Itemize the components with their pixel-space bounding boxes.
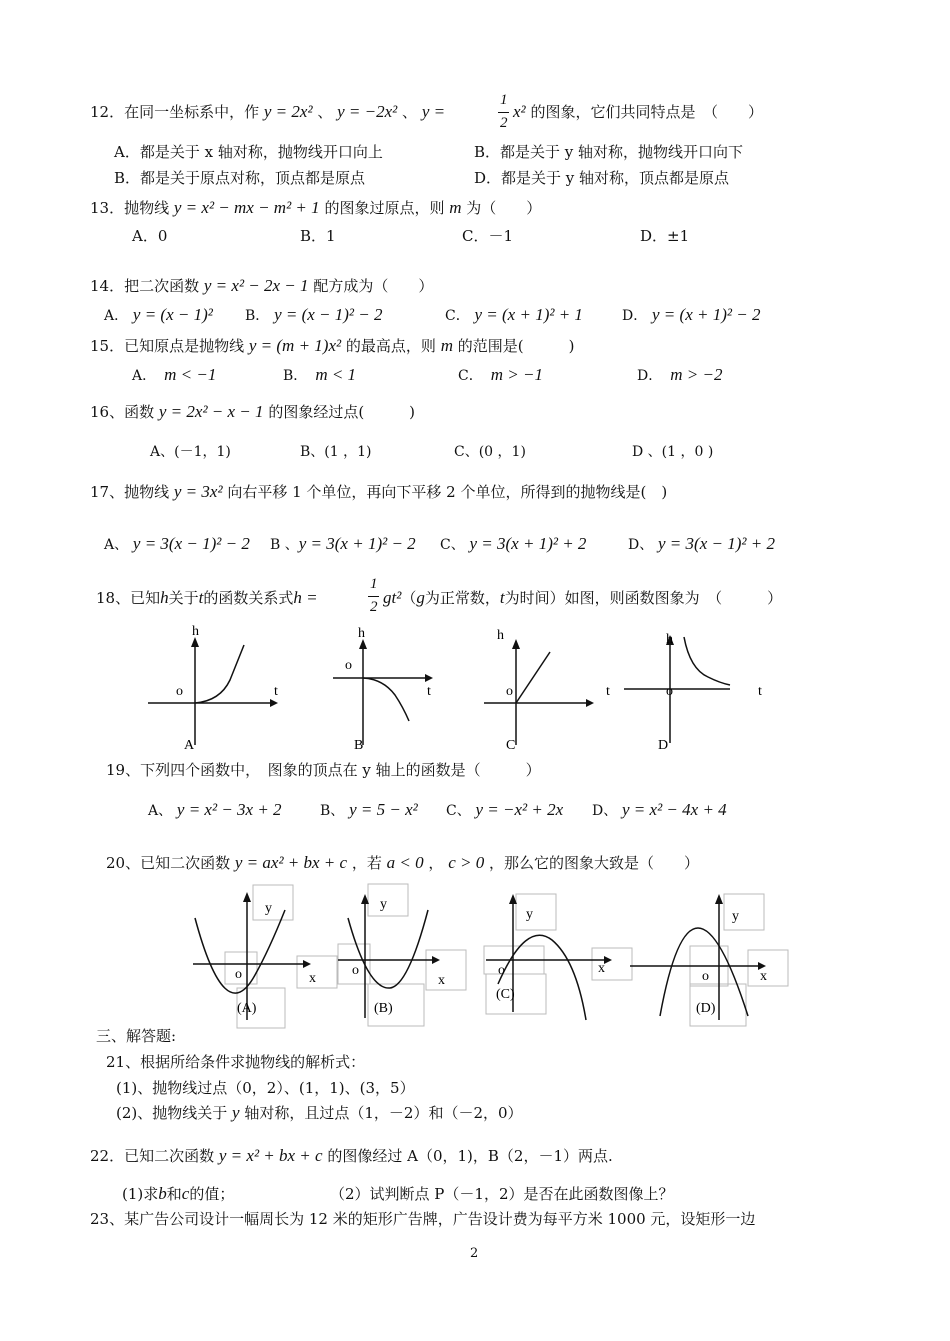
q19-opt-d: D、 y = x² − 4x + 4 <box>592 800 727 819</box>
q18c-o-label: o <box>506 684 513 699</box>
q18d-h-label: h <box>666 632 673 647</box>
q15-opt-a: A． m < −1 <box>132 365 217 384</box>
q18-stem: 18、已知h关于t的函数关系式h = <box>96 588 318 607</box>
q15-opt-b: B． m < 1 <box>283 365 357 384</box>
q18b-t-label: t <box>427 684 431 699</box>
q20a-option-label: (A) <box>237 1001 257 1016</box>
q18d-t-label: t <box>758 684 762 699</box>
q17-stem: 17、抛物线 y = 3x² 向右平移 1 个单位，再向下平移 2 个单位，所得到的抛物线是( ) <box>90 482 668 501</box>
q17-opt-c: C、 y = 3(x + 1)² + 2 <box>440 534 587 553</box>
q15-opt-d: D． m > −2 <box>637 365 723 384</box>
q18b-o-label: o <box>345 658 352 673</box>
q13-opt-b: B．1 <box>300 227 336 245</box>
q17-opt-d: D、 y = 3(x − 1)² + 2 <box>628 534 775 553</box>
q22-stem: 22．已知二次函数 y = x² + bx + c 的图像经过 A（0，1)，B（2，－1）两点. <box>90 1146 613 1165</box>
q13-opt-d: D．±1 <box>640 227 690 245</box>
q20c-x-label: x <box>598 961 605 976</box>
q20c-y-label: y <box>526 907 533 922</box>
q12-opt-d: D．都是关于 y 轴对称，顶点都是原点 <box>474 169 730 187</box>
q18-frac-den: 2 <box>370 599 378 615</box>
q20-graph-c <box>480 880 640 1030</box>
q12-f2: y = −2x² <box>337 102 398 121</box>
q12-opt-a: A．都是关于 x 轴对称，抛物线开口向上 <box>114 143 383 161</box>
q13-opt-c: C．－1 <box>462 227 514 245</box>
q20b-x-label: x <box>438 973 445 988</box>
q13-opt-a: A．0 <box>132 227 168 245</box>
q18d-option-label: D <box>658 738 669 753</box>
q18-frac-num: 1 <box>370 576 378 592</box>
q18a-h-label: h <box>192 624 199 639</box>
q19-opt-b: B、 y = 5 − x² <box>320 800 418 819</box>
q18a-t-label: t <box>274 684 278 699</box>
q14-opt-d: D． y = (x + 1)² − 2 <box>622 305 761 324</box>
q18c-option-label: C <box>506 738 516 753</box>
q20-graph-a <box>185 880 345 1030</box>
q20c-option-label: (C) <box>496 987 515 1002</box>
q19-stem: 19、下列四个函数中， 图象的顶点在 y 轴上的函数是（ ） <box>106 761 541 779</box>
q21-part-2: (2)、抛物线关于 y 轴对称，且过点（1，－2）和（－2，0） <box>116 1103 523 1122</box>
q20d-y-label: y <box>732 909 739 924</box>
q15-opt-c: C． m > −1 <box>458 365 543 384</box>
q18b-h-label: h <box>358 626 365 641</box>
q20b-o-label: o <box>352 963 359 978</box>
q12-f3: y = <box>421 102 446 121</box>
q20c-o-label: o <box>498 963 505 978</box>
q17-opt-b: B 、y = 3(x + 1)² − 2 <box>270 534 416 553</box>
q12-stem-end: x² 的图象，它们共同特点是 （ ） <box>513 102 763 121</box>
q20d-option-label: (D) <box>696 1001 716 1016</box>
q17-opt-a: A、 y = 3(x − 1)² − 2 <box>104 534 250 553</box>
q16-opt-b: B、(1 ，1) <box>300 444 372 460</box>
q20b-y-label: y <box>380 897 387 912</box>
q22-part-2: （2）试判断点 P（－1，2）是否在此函数图像上？ <box>330 1185 674 1203</box>
q21-part-1: (1)、抛物线过点（0，2）、(1，1)、(3，5） <box>116 1079 415 1097</box>
q20-graph-d <box>630 880 800 1030</box>
q15-stem: 15．已知原点是抛物线 y = (m + 1)x² 的最高点，则 m 的范围是( ) <box>90 336 575 355</box>
section-title: 三、解答题: <box>96 1027 177 1045</box>
q12-frac-den: 2 <box>500 115 508 131</box>
q19-opt-a: A、 y = x² − 3x + 2 <box>148 800 282 819</box>
q18-stem-end: gt²（g为正常数，t为时间）如图，则函数图象为 （ ） <box>383 588 783 607</box>
q14-stem: 14．把二次函数 y = x² − 2x − 1 配方成为（ ） <box>90 276 434 295</box>
q14-opt-b: B． y = (x − 1)² − 2 <box>245 305 383 324</box>
q12-opt-c: B．都是关于原点对称，顶点都是原点 <box>114 169 366 187</box>
q16-opt-c: C、(0 ，1) <box>454 444 526 460</box>
q20-stem: 20、已知二次函数 y = ax² + bx + c ，若 a < 0 ， c > 0 ，那么它的图象大致是（ ） <box>106 853 700 872</box>
q14-opt-a: A． y = (x − 1)² <box>104 305 213 324</box>
q20d-o-label: o <box>702 969 709 984</box>
q18-graph-a <box>140 625 290 755</box>
q20d-x-label: x <box>760 969 767 984</box>
q23-stem: 23、某广告公司设计一幅周长为 12 米的矩形广告牌，广告设计费为每平方米 1000 元，设矩形一边 <box>90 1210 756 1228</box>
q12-stem: 12．在同一坐标系中，作 y = 2x² 、 y = −2x² 、 y = <box>90 102 446 121</box>
q18d-o-label: o <box>666 684 673 699</box>
q16-stem: 16、函数 y = 2x² − x − 1 的图象经过点( ) <box>90 402 416 421</box>
q18b-option-label: B <box>354 738 364 753</box>
q22-part-1: (1)求b和c的值； <box>122 1184 235 1203</box>
q14-opt-c: C． y = (x + 1)² + 1 <box>445 305 583 324</box>
q18a-o-label: o <box>176 684 183 699</box>
q19-opt-c: C、 y = −x² + 2x <box>446 800 564 819</box>
q16-opt-d: D 、(1 ，0 ) <box>632 444 714 460</box>
q12-frac-num: 1 <box>500 92 508 108</box>
q12-f1: y = 2x² <box>263 102 313 121</box>
q20a-x-label: x <box>309 971 316 986</box>
q21-stem: 21、根据所给条件求抛物线的解析式： <box>106 1053 366 1071</box>
q20a-y-label: y <box>265 901 272 916</box>
page-number: 2 <box>470 1246 479 1261</box>
q18-graph-c <box>480 625 630 755</box>
q18-graph-d <box>620 625 780 755</box>
q13-stem: 13．抛物线 y = x² − mx − m² + 1 的图象过原点，则 m 为（ ） <box>90 198 542 217</box>
q18c-t-label: t <box>606 684 610 699</box>
q20b-option-label: (B) <box>374 1001 393 1016</box>
q16-opt-a: A、(－1，1) <box>150 444 231 460</box>
q18-graph-b <box>325 625 475 755</box>
q18a-option-label: A <box>184 738 195 753</box>
q20-graph-b <box>328 880 488 1030</box>
q18c-h-label: h <box>497 628 504 643</box>
q12-opt-b: B．都是关于 y 轴对称，抛物线开口向下 <box>474 143 744 161</box>
q20a-o-label: o <box>235 967 242 982</box>
